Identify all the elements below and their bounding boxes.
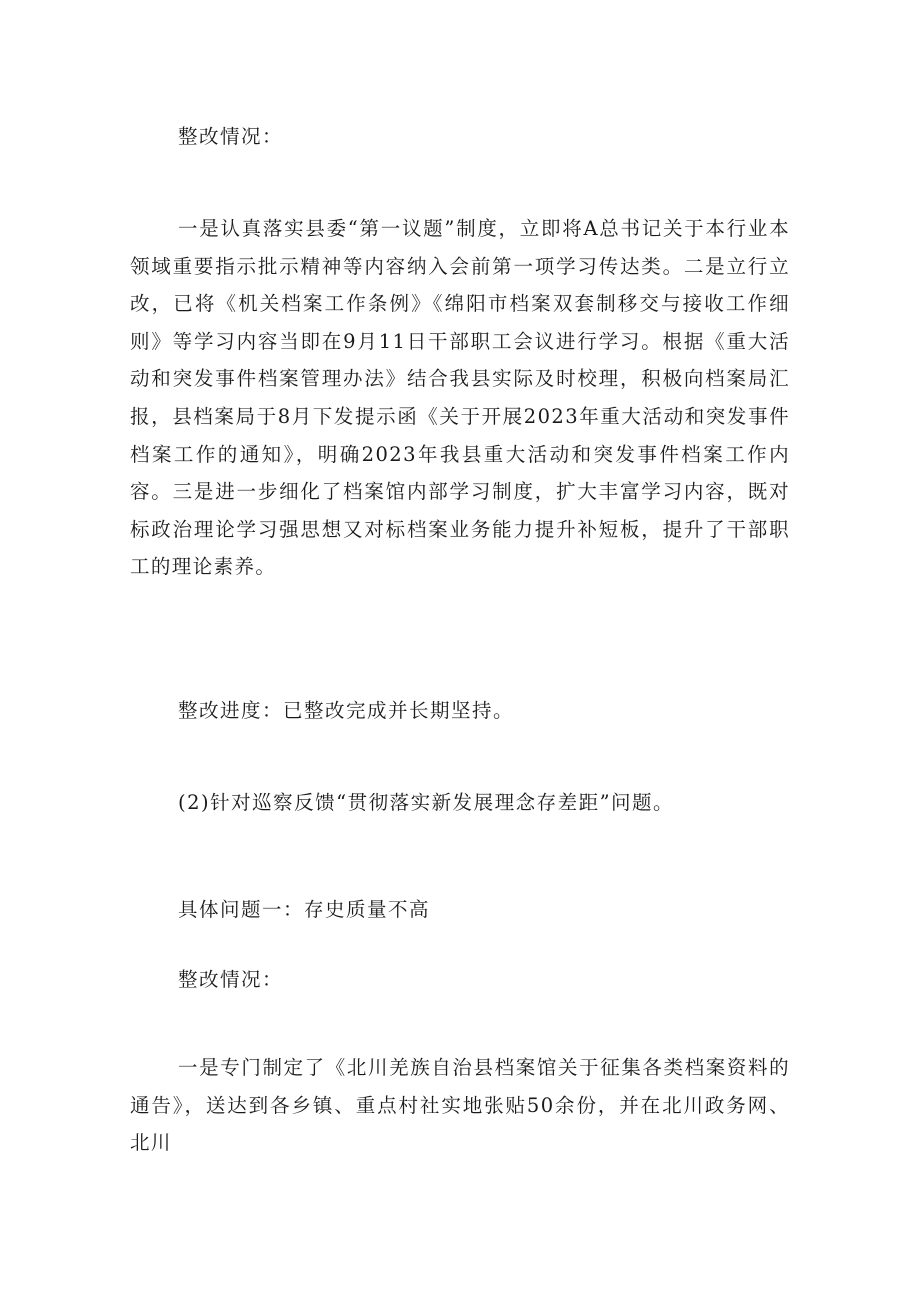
specific-problem-title: 具体问题一：存史质量不高 [178,898,431,921]
rectification-status-paragraph-2: 一是专门制定了《北川羌族自治县档案馆关于征集各类档案资料的通告》，送达到各乡镇、重点村社实地张贴50余份，并在北川政务网、北川 [130,1056,790,1155]
inspection-item-title: (2)针对巡察反馈“贯彻落实新发展理念存差距”问题。 [178,791,675,814]
rectification-progress-text: 整改进度：已整改完成并长期坚持。 [178,699,515,722]
rectification-status-paragraph: 一是认真落实县委“第一议题”制度，立即将A总书记关于本行业本领域重要指示批示精神等内容纳入会前第一项学习传达类。二是立行立改，已将《机关档案工作条例》《绵阳市档案双套制移交与接收工作细则》等学习内容当即在9月11日干部职工会议进行学习。根据《重大活动和突发事件档案管理办法》结合我县实际及时校理，积极向档案局汇报，县档案局于8月下发提示函《关于开展2023年重大活动和突发事件档案工作的通知》，明确2023年我县重大活动和突发事件档案工作内容。三是进一步细化了档案馆内部学习制度，扩大丰富学习内容，既对标政治理论学习强思想又对标档案业务能力提升补短板，提升了干部职工的理论素养。 [130,217,790,579]
rectification-status-heading-2: 整改情况： [178,968,284,991]
rectification-status-heading: 整改情况： [178,125,284,148]
